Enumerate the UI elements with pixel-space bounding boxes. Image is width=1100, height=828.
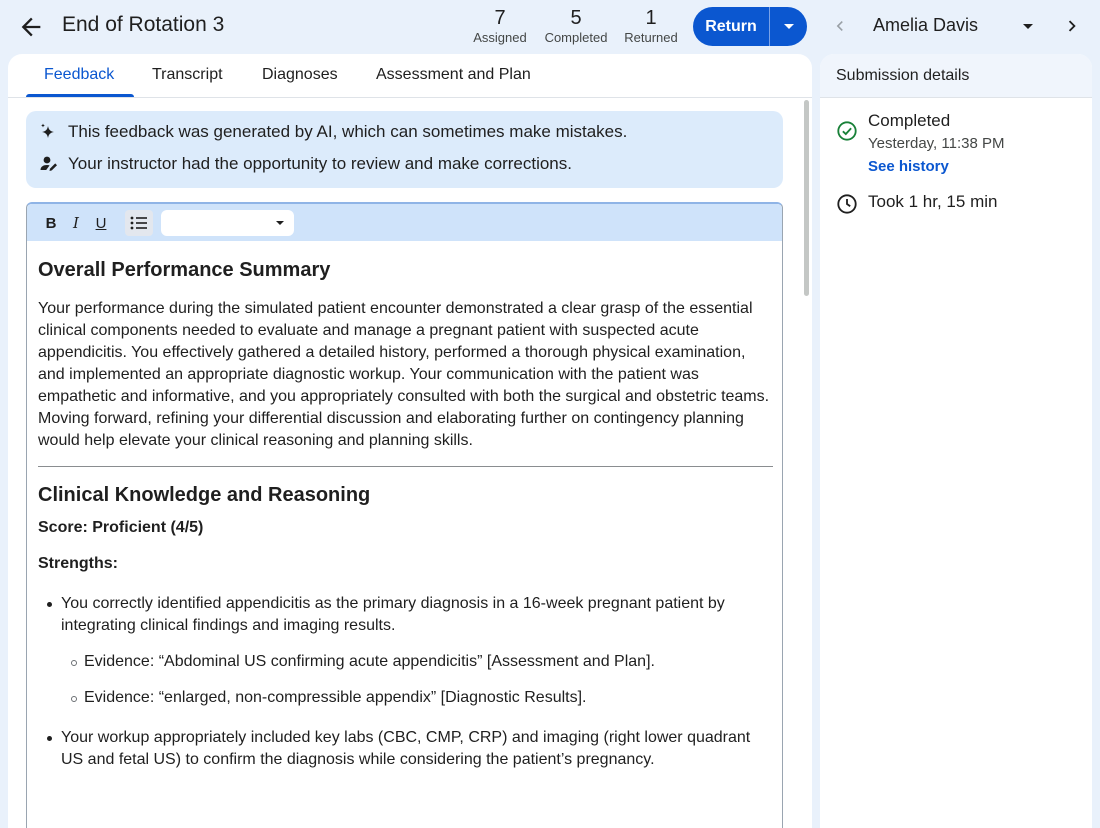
feedback-editor[interactable]	[26, 202, 783, 828]
tab-bar	[8, 54, 812, 98]
list-item-text: Evidence: “enlarged, non-compressible appendix” [Diagnostic Results].	[84, 689, 587, 706]
chevron-left-icon	[830, 16, 850, 36]
section-divider	[38, 466, 773, 467]
next-student-button[interactable]	[1058, 12, 1086, 40]
caret-down-icon	[782, 22, 796, 32]
clock-icon	[836, 193, 858, 215]
stat-returned[interactable]	[606, 6, 696, 46]
stat-assigned-value: 7	[494, 7, 506, 29]
feedback-document	[38, 256, 773, 771]
sub-bullet-circle	[71, 696, 77, 702]
list-item	[38, 687, 773, 709]
arrow-back-icon	[17, 13, 45, 41]
bullet-dot	[47, 736, 52, 741]
ai-notice-line	[38, 153, 572, 175]
strengths-label: Strengths:	[38, 555, 118, 572]
list-icon	[130, 215, 148, 231]
list-item-text: Your workup appropriately included key labs (CBC, CMP, CRP) and imaging (right lower quadrant US and fetal US) to confirm the diagnosis while considering the patient’s pregnancy.	[61, 729, 751, 768]
sub-bullet-circle	[71, 660, 77, 666]
chevron-right-icon	[1061, 15, 1083, 37]
list-item-text: You correctly identified appendicitis as the primary diagnosis in a 16-week pregnant patient by integrating clinical findings and imaging results.	[61, 595, 725, 634]
sparkle-icon	[38, 121, 60, 143]
bold-button[interactable]: B	[45, 214, 57, 232]
tab-diagnoses[interactable]: Diagnoses	[262, 66, 338, 83]
list-item	[38, 727, 773, 771]
ai-notice-banner	[26, 111, 783, 188]
summary-paragraph: Your performance during the simulated patient encounter demonstrated a clear grasp of the essential clinical components needed to evaluate and manage a pregnant patient with suspected acute appendicitis. You effectively gathered a detailed history, performed a thorough physical examination, and implemented an appropriate diagnostic workup. Your communication with the patient was empathetic and informative, and you appropriately consulted with both the surgical and obstetric teams. Moving forward, refining your differential discussion and elaborating further on contingency planning would help elevate your clinical reasoning and planning skills.	[38, 300, 770, 449]
page-title: End of Rotation 3	[62, 13, 225, 36]
scrollbar-thumb[interactable]	[804, 100, 809, 296]
caret-down-icon	[275, 220, 285, 226]
bullet-dot	[47, 602, 52, 607]
stat-assigned-label: Assigned	[473, 30, 527, 45]
section-heading: Clinical Knowledge and Reasoning	[38, 484, 371, 506]
status-label: Completed	[868, 111, 951, 130]
return-options-button[interactable]	[770, 7, 807, 46]
return-button[interactable]: Return	[693, 7, 770, 46]
submission-time: Yesterday, 11:38 PM	[868, 135, 1005, 152]
editor-toolbar	[27, 204, 783, 241]
duration-text: Took 1 hr, 15 min	[868, 192, 998, 211]
return-split-button	[693, 7, 807, 46]
feedback-panel	[8, 54, 812, 828]
bulleted-list-button[interactable]	[125, 210, 153, 236]
student-select-dropdown[interactable]	[1016, 16, 1040, 38]
active-tab-indicator	[26, 94, 134, 97]
stat-completed-value: 5	[570, 7, 582, 29]
top-bar	[0, 0, 1100, 54]
list-item-text: Evidence: “Abdominal US confirming acute appendicitis” [Assessment and Plan].	[84, 653, 655, 670]
back-button[interactable]	[14, 10, 48, 44]
list-item	[38, 593, 773, 637]
check-circle-icon	[836, 120, 858, 142]
person-edit-icon	[38, 153, 60, 175]
list-item	[38, 651, 773, 673]
tab-transcript[interactable]: Transcript	[152, 66, 223, 83]
stat-completed-label: Completed	[544, 30, 608, 45]
tab-feedback[interactable]: Feedback	[44, 66, 115, 83]
text-style-select[interactable]	[161, 210, 294, 236]
stat-returned-label: Returned	[624, 30, 678, 45]
ai-notice-text: Your instructor had the opportunity to review and make corrections.	[68, 154, 572, 173]
previous-student-button[interactable]	[826, 12, 854, 40]
ai-notice-text: This feedback was generated by AI, which can sometimes make mistakes.	[68, 122, 628, 141]
submission-details-panel	[820, 54, 1092, 828]
student-name[interactable]: Amelia Davis	[873, 15, 979, 35]
feedback-content	[8, 99, 800, 828]
summary-heading: Overall Performance Summary	[38, 259, 331, 281]
submission-details-title: Submission details	[836, 67, 970, 84]
see-history-link[interactable]: See history	[868, 158, 949, 175]
submission-details-header	[820, 54, 1092, 98]
caret-down-icon	[1022, 23, 1034, 31]
tab-assessment-and-plan[interactable]: Assessment and Plan	[376, 66, 531, 83]
underline-button[interactable]: U	[95, 214, 107, 232]
stat-returned-value: 1	[645, 7, 657, 29]
ai-notice-line	[38, 121, 627, 143]
italic-button[interactable]: I	[73, 214, 79, 232]
score-label: Score: Proficient (4/5)	[38, 519, 204, 536]
